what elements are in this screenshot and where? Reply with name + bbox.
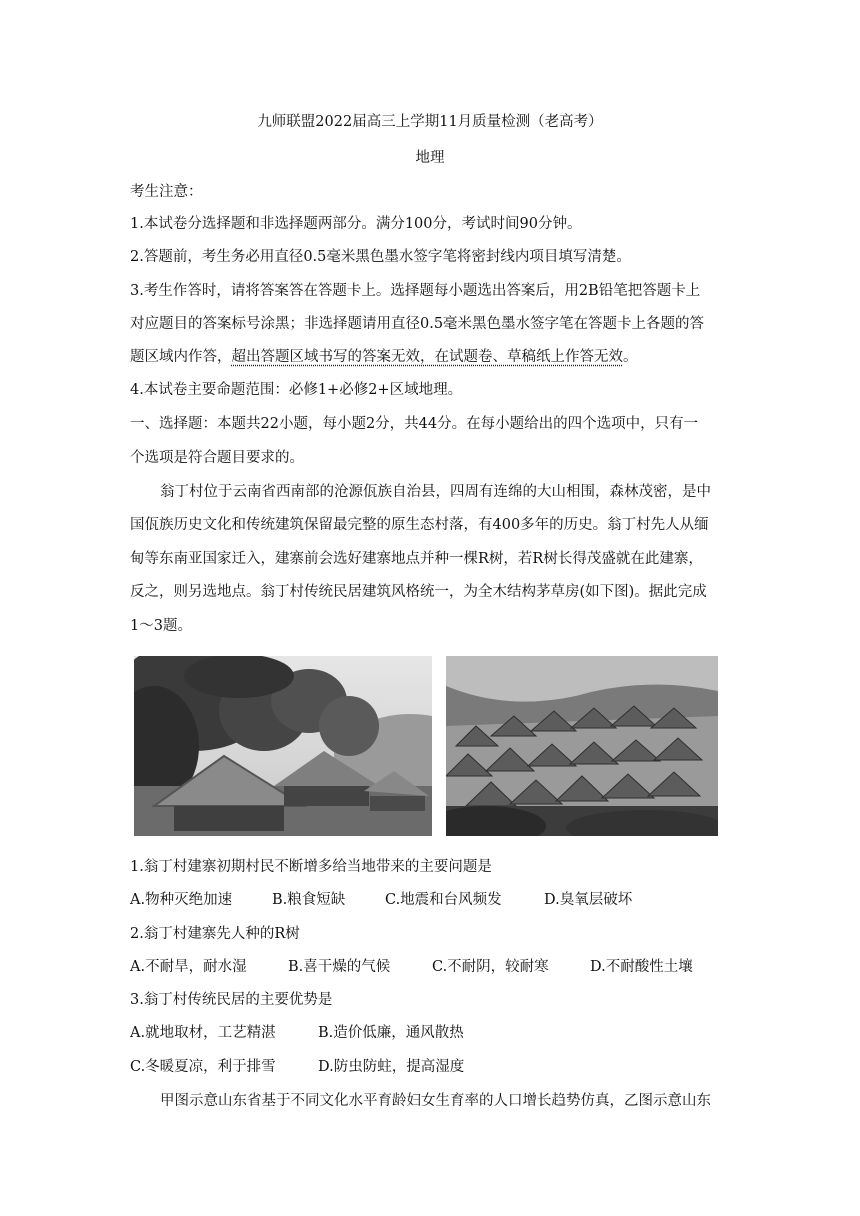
notice-item-2: 2.答题前，考生务必用直径0.5毫米黑色墨水签字笔将密封线内项目填写清楚。: [130, 249, 631, 265]
question-3-option-c[interactable]: C.冬暖夏凉，利于排雪: [130, 1059, 276, 1075]
question-3-stem: 3.翁丁村传统民居的主要优势是: [130, 992, 333, 1008]
question-3-option-a[interactable]: A.就地取材，工艺精湛: [130, 1025, 276, 1041]
question-1-option-c[interactable]: C.地震和台风频发: [385, 892, 502, 908]
subject-title: 地理: [415, 150, 445, 166]
notice-item-4: 4.本试卷主要命题范围：必修1+必修2+区域地理。: [130, 382, 463, 398]
question-3-option-b[interactable]: B.造价低廉，通风散热: [318, 1025, 464, 1041]
notice-item-3-line-1: 3.考生作答时，请将答案答在答题卡上。选择题每小题选出答案后，用2B铅笔把答题卡上: [130, 283, 701, 299]
notice-item-3-line-2: 对应题目的答案标号涂黑；非选择题请用直径0.5毫米黑色墨水签字笔在答题卡上各题的答: [130, 316, 705, 332]
notice-text: 题区域内作答，: [130, 349, 232, 365]
notice-text-end: 。: [623, 349, 638, 365]
notice-item-1: 1.本试卷分选择题和非选择题两部分。满分100分，考试时间90分钟。: [130, 216, 582, 232]
question-1-option-d[interactable]: D.臭氧层破坏: [544, 892, 633, 908]
question-1-option-a[interactable]: A.物种灭绝加速: [130, 892, 233, 908]
question-2-stem: 2.翁丁村建寨先人种的R树: [130, 926, 300, 942]
passage-line-1: 翁丁村位于云南省西南部的沧源佤族自治县，四周有连绵的大山相围，森林茂密，是中: [160, 484, 711, 500]
notice-heading: 考生注意：: [130, 184, 203, 200]
section-instructions-line-2: 个选项是符合题目要求的。: [130, 450, 304, 466]
question-2-option-c[interactable]: C.不耐阴，较耐寒: [432, 959, 549, 975]
exam-title: 九师联盟2022届高三上学期11月质量检测（老高考）: [257, 114, 603, 130]
question-1-option-b[interactable]: B.粮食短缺: [272, 892, 346, 908]
passage-line-4: 反之，则另选地点。翁丁村传统民居建筑风格统一，为全木结构茅草房(如下图)。据此完成: [130, 584, 707, 600]
question-1-stem: 1.翁丁村建寨初期村民不断增多给当地带来的主要问题是: [130, 859, 492, 875]
photo-village-roofs: [446, 656, 718, 836]
question-2-option-d[interactable]: D.不耐酸性土壤: [590, 959, 693, 975]
emphasized-notice: 超出答题区域书写的答案无效，在试题卷、草稿纸上作答无效: [231, 349, 623, 365]
passage-line-3: 甸等东南亚国家迁入，建寨前会选好建寨地点并种一棵R树，若R树长得茂盛就在此建寨，: [130, 551, 703, 567]
passage-line-2: 国佤族历史文化和传统建筑保留最完整的原生态村落，有400多年的历史。翁丁村先人从缅: [130, 517, 709, 533]
section-instructions-line-1: 一、选择题：本题共22小题，每小题2分，共44分。在每小题给出的四个选项中，只有一: [130, 416, 699, 432]
notice-item-3-line-3: [130, 347, 730, 367]
question-2-option-b[interactable]: B.喜干燥的气候: [288, 959, 391, 975]
passage-2-line-1: 甲图示意山东省基于不同文化水平育龄妇女生育率的人口增长趋势仿真，乙图示意山东: [160, 1093, 711, 1109]
question-2-option-a[interactable]: A.不耐旱，耐水湿: [130, 959, 247, 975]
passage-line-5: 1～3题。: [130, 618, 192, 634]
photo-thatched-houses: [134, 656, 432, 836]
question-3-option-d[interactable]: D.防虫防蛀，提高湿度: [318, 1059, 465, 1075]
